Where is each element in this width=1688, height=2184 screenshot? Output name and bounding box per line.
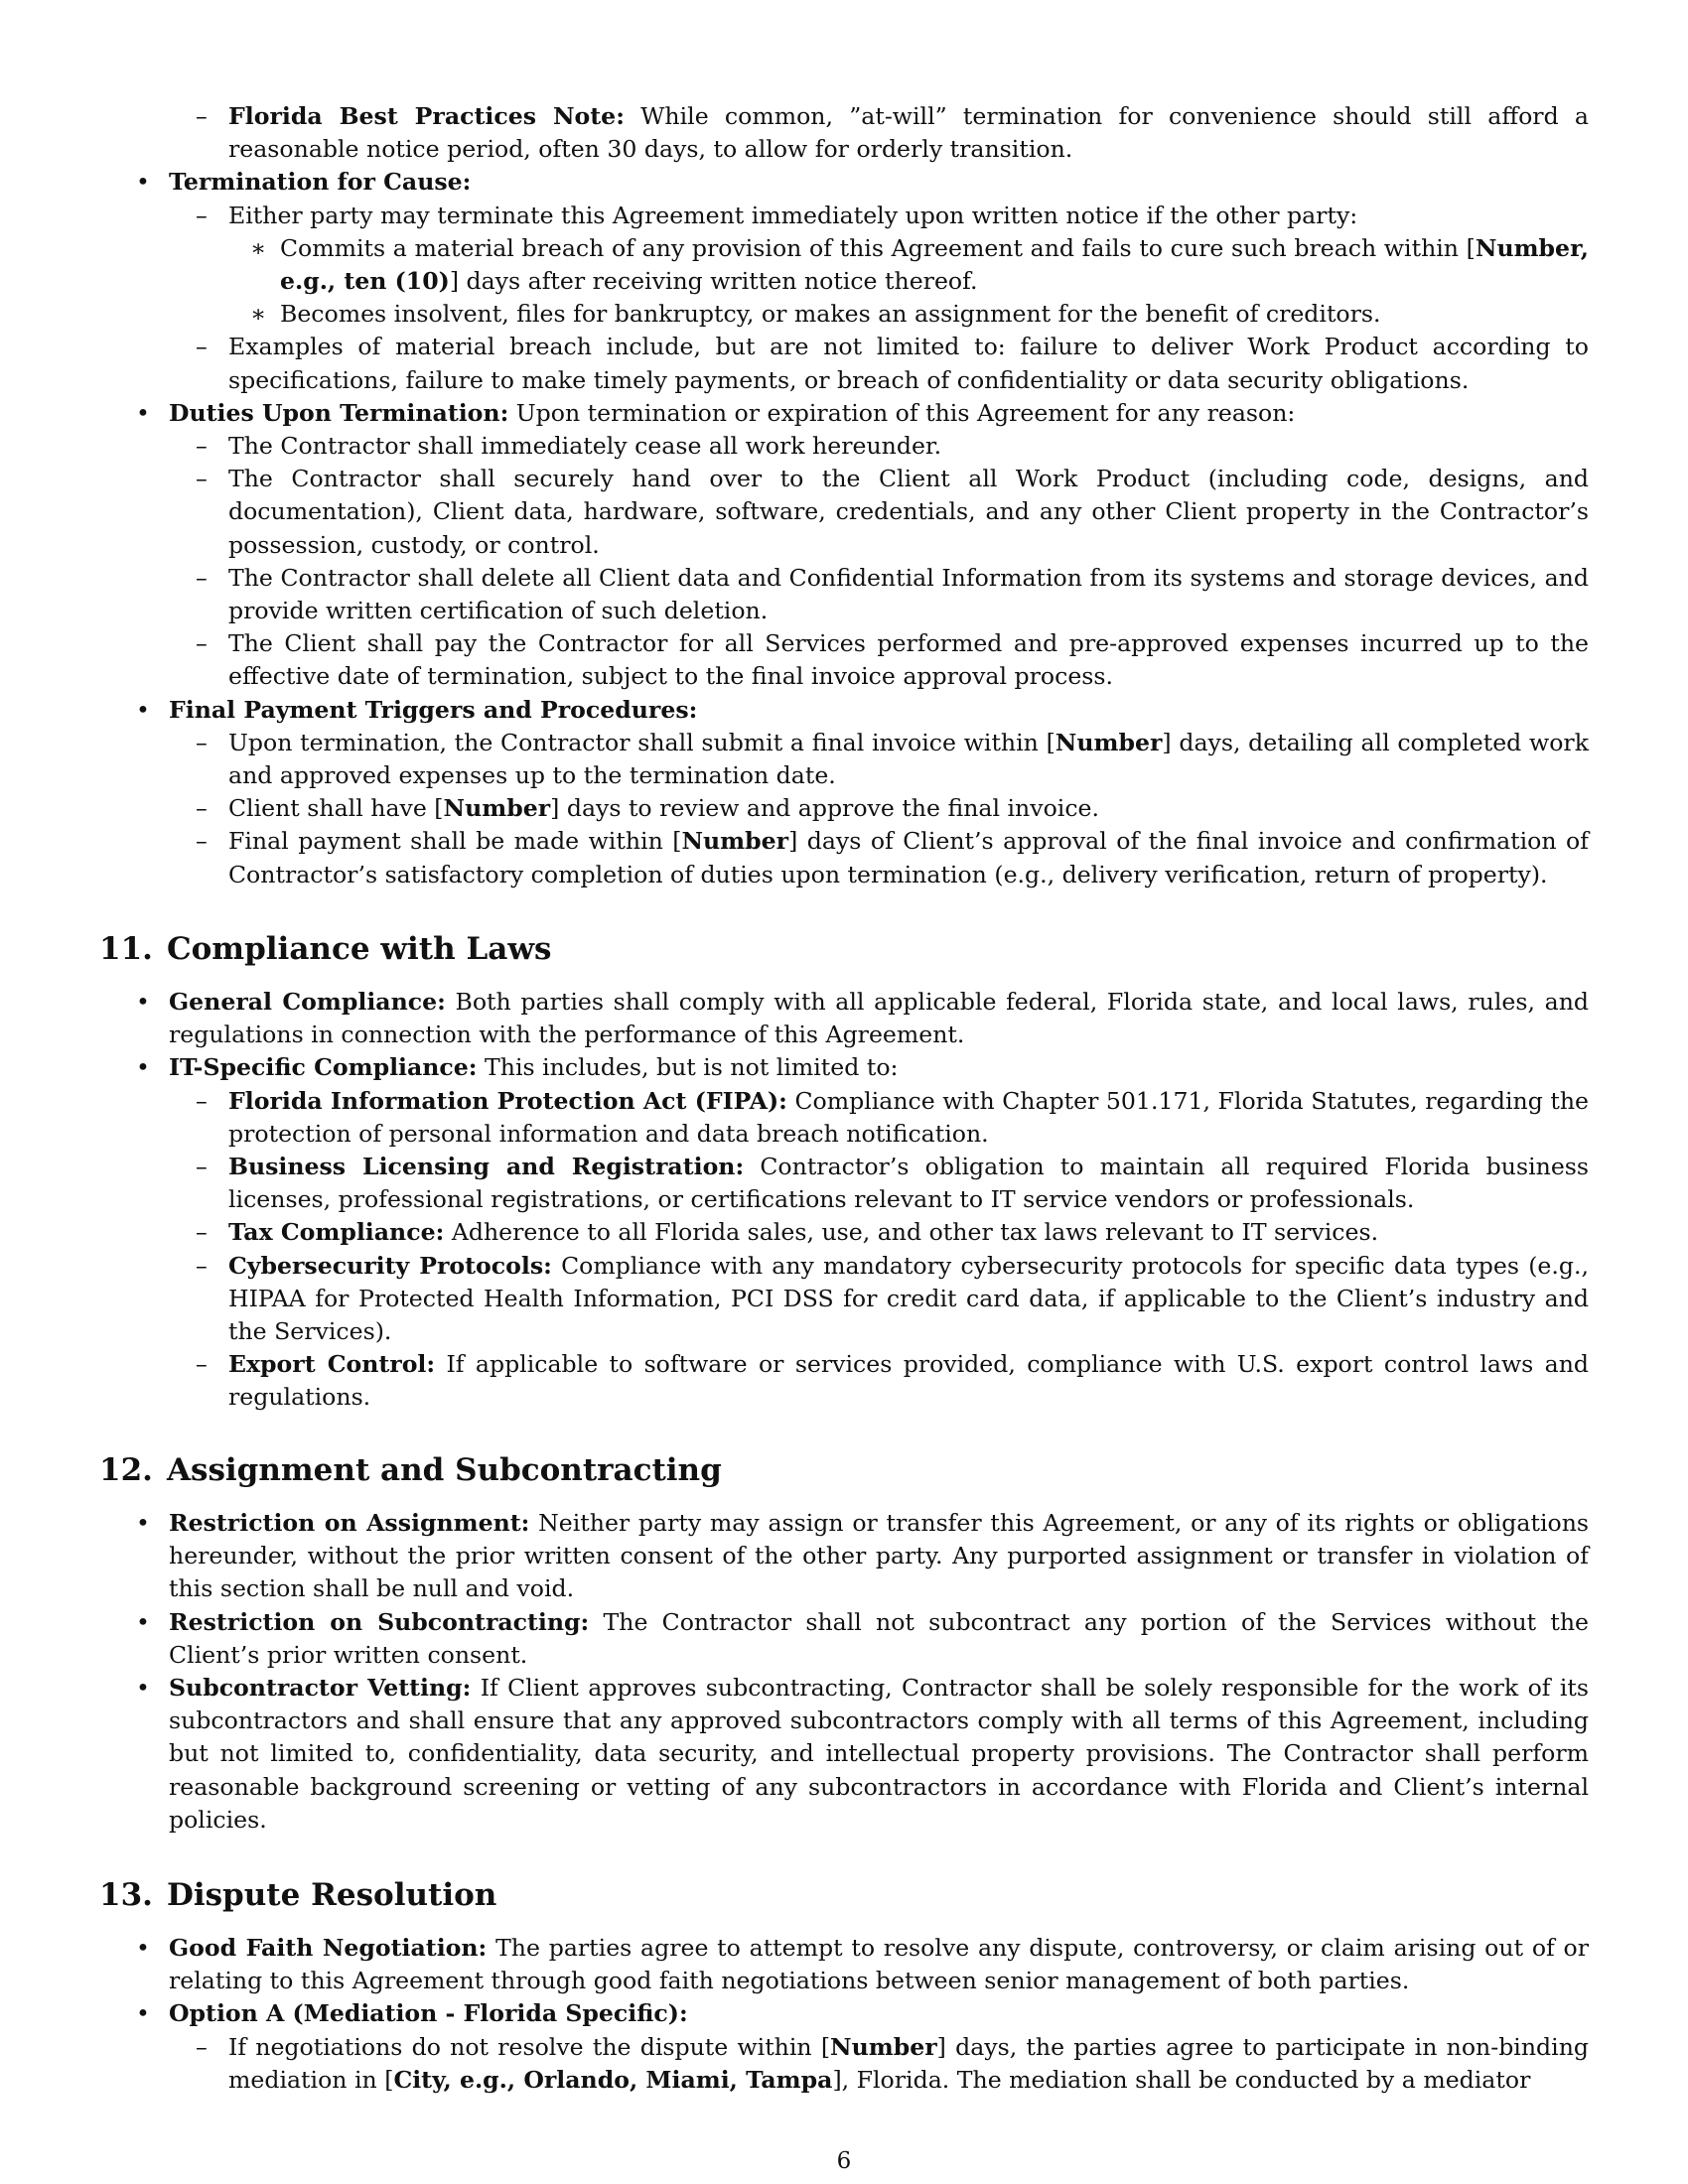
section-13-body bbox=[0, 1932, 1688, 2097]
list-item: – Florida Best Practices Note: While common, ”at-will” termination for convenience should still afford a reasonable notice period, often 30 days, to allow for orderly transition. bbox=[0, 100, 1688, 166]
list-item: – Florida Information Protection Act (FIPA): Compliance with Chapter 501.171, Florida Statutes, regarding the protection of personal information and data breach notification. bbox=[0, 1085, 1688, 1151]
list-item: • Subcontractor Vetting: If Client approves subcontracting, Contractor shall be solely responsible for the work of its subcontractors and shall ensure that any approved subcontractors comply with all terms of this Agreement, including but not limited to, confidentiality, data security, and intellectual property provisions. The Contractor shall perform reasonable background screening or vetting of any subcontractors in accordance with Florida and Client’s internal policies. bbox=[0, 1672, 1688, 1837]
list-item: – Final payment shall be made within [Number] days of Client’s approval of the final invoice and confirmation of Contractor’s satisfactory completion of duties upon termination (e.g., delivery verification, return of property). bbox=[0, 825, 1688, 890]
section-12-body bbox=[0, 1507, 1688, 1837]
list-item: • Duties Upon Termination: Upon termination or expiration of this Agreement for any reason: bbox=[0, 397, 1688, 430]
list-item: – The Client shall pay the Contractor for all Services performed and pre-approved expenses incurred up to the effective date of termination, subject to the final invoice approval process. bbox=[0, 627, 1688, 693]
list-item: – The Contractor shall delete all Client data and Confidential Information from its systems and storage devices, and provide written certification of such deletion. bbox=[0, 562, 1688, 627]
list-item: – Client shall have [Number] days to review and approve the final invoice. bbox=[0, 792, 1688, 825]
section-11-body bbox=[0, 986, 1688, 1415]
list-item: – The Contractor shall immediately cease all work hereunder. bbox=[0, 430, 1688, 463]
section-heading-11: 11. Compliance with Laws bbox=[99, 931, 552, 967]
list-item: – If negotiations do not resolve the dispute within [Number] days, the parties agree to participate in non-binding mediation in [City, e.g., Orlando, Miami, Tampa], Florida. The mediation shall be conducted by a mediator bbox=[0, 2031, 1688, 2097]
list-item: • Restriction on Assignment: Neither party may assign or transfer this Agreement, or any of its rights or obligations hereunder, without the prior written consent of the other party. Any purported assignment or transfer in violation of this section shall be null and void. bbox=[0, 1507, 1688, 1606]
termination-block bbox=[0, 100, 1688, 891]
list-item: • Final Payment Triggers and Procedures: bbox=[0, 694, 1688, 727]
page-number: 6 bbox=[836, 2148, 852, 2174]
list-item: – Business Licensing and Registration: Contractor’s obligation to maintain all required Florida business licenses, professional registrations, or certifications relevant to IT service vendors or professionals. bbox=[0, 1151, 1688, 1216]
list-item: • Good Faith Negotiation: The parties agree to attempt to resolve any dispute, controversy, or claim arising out of or relating to this Agreement through good faith negotiations between senior management of both parties. bbox=[0, 1932, 1688, 1997]
list-item: – Examples of material breach include, but are not limited to: failure to deliver Work Product according to specifications, failure to make timely payments, or breach of confidentiality or data security obligations. bbox=[0, 331, 1688, 396]
list-item: • Restriction on Subcontracting: The Contractor shall not subcontract any portion of the Services without the Client’s prior written consent. bbox=[0, 1606, 1688, 1672]
list-item: ∗ Becomes insolvent, files for bankruptcy, or makes an assignment for the benefit of creditors. bbox=[0, 298, 1688, 331]
list-item: – Tax Compliance: Adherence to all Florida sales, use, and other tax laws relevant to IT services. bbox=[0, 1216, 1688, 1249]
list-item: – Either party may terminate this Agreement immediately upon written notice if the other party: bbox=[0, 200, 1688, 232]
list-item: • General Compliance: Both parties shall comply with all applicable federal, Florida state, and local laws, rules, and regulations in connection with the performance of this Agreement. bbox=[0, 986, 1688, 1051]
list-item: • Termination for Cause: bbox=[0, 166, 1688, 199]
section-heading-13: 13. Dispute Resolution bbox=[99, 1877, 497, 1913]
list-item: • IT-Specific Compliance: This includes, but is not limited to: bbox=[0, 1051, 1688, 1084]
section-heading-12: 12. Assignment and Subcontracting bbox=[99, 1452, 722, 1488]
list-item: – Upon termination, the Contractor shall submit a final invoice within [Number] days, detailing all completed work and approved expenses up to the termination date. bbox=[0, 727, 1688, 792]
list-item: – Export Control: If applicable to software or services provided, compliance with U.S. export control laws and regulations. bbox=[0, 1348, 1688, 1414]
list-item: – Cybersecurity Protocols: Compliance with any mandatory cybersecurity protocols for specific data types (e.g., HIPAA for Protected Health Information, PCI DSS for credit card data, if applicable to the Client’s industry and the Services). bbox=[0, 1250, 1688, 1349]
list-item: ∗ Commits a material breach of any provision of this Agreement and fails to cure such breach within [Number, e.g., ten (10)] days after receiving written notice thereof. bbox=[0, 232, 1688, 298]
list-item: – The Contractor shall securely hand over to the Client all Work Product (including code, designs, and documentation), Client data, hardware, software, credentials, and any other Client property in the Contractor’s possession, custody, or control. bbox=[0, 463, 1688, 562]
list-item: • Option A (Mediation - Florida Specific): bbox=[0, 1997, 1688, 2030]
